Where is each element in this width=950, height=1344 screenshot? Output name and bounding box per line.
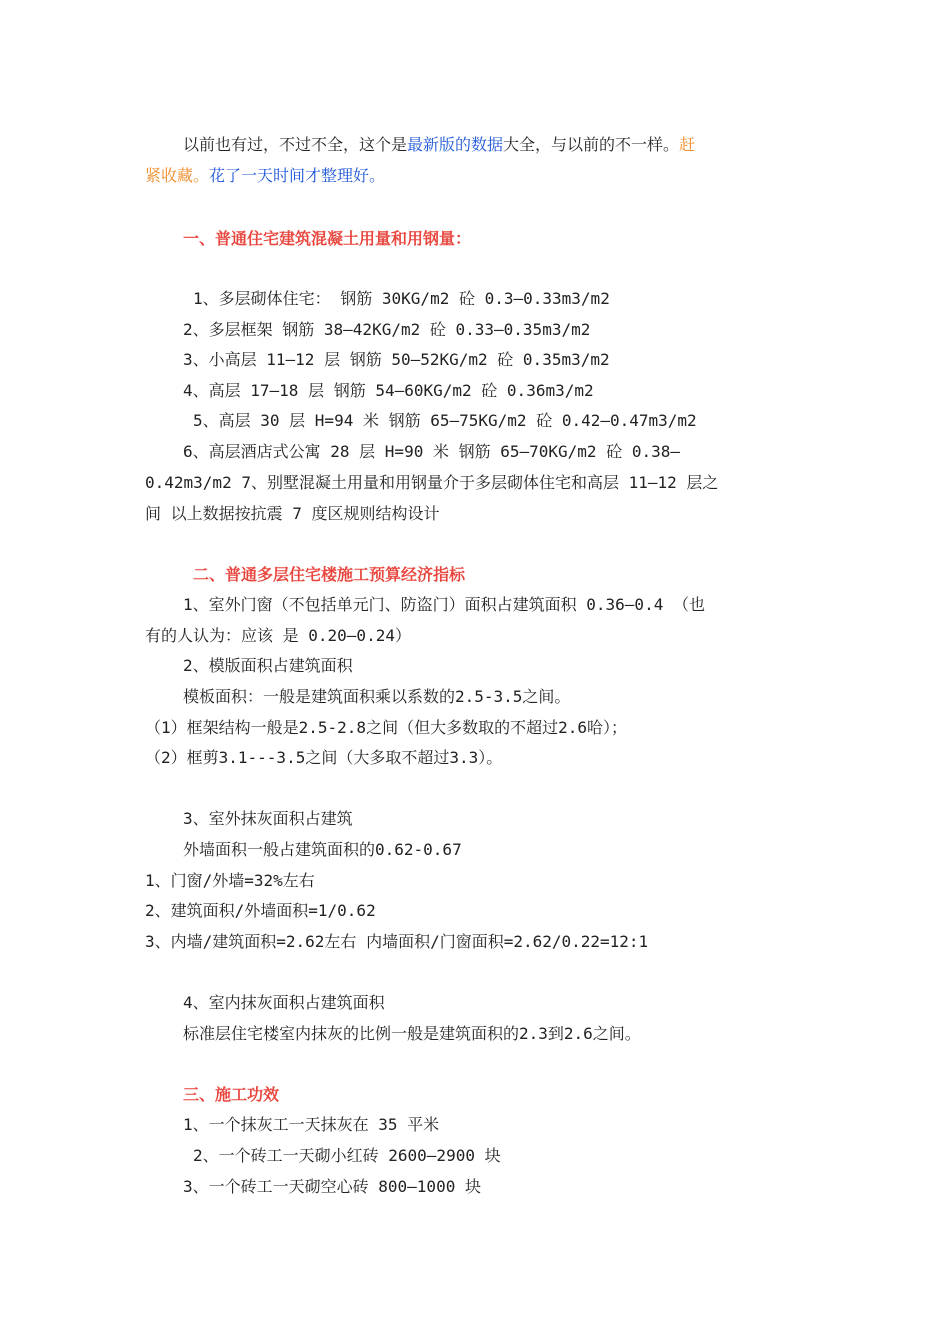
section-3-item: 3、一个砖工一天砌空心砖 800—1000 块 <box>183 1177 481 1196</box>
intro-line-2 <box>145 166 385 186</box>
section-1-item: 3、小高层 11—12 层 钢筋 50—52KG/m2 砼 0.35m3/m2 <box>183 350 610 369</box>
intro-text: 大全，与以前的不一样。 <box>503 135 680 154</box>
section-2-line: 2、建筑面积/外墙面积=1/0.62 <box>145 901 376 920</box>
section-3-item: 1、一个抹灰工一天抹灰在 35 平米 <box>183 1115 440 1134</box>
section-2-line: 4、室内抹灰面积占建筑面积 <box>183 993 385 1012</box>
section-2-line: 3、内墙/建筑面积=2.62左右 内墙面积/门窗面积=2.62/0.22=12:1 <box>145 932 649 951</box>
section-2-line: 1、室外门窗（不包括单元门、防盗门）面积占建筑面积 0.36—0.4 （也 <box>183 595 705 614</box>
intro-highlight-blue: 花了一天时间才整理好。 <box>209 166 386 185</box>
intro-highlight-blue: 最新版的数据 <box>407 135 504 154</box>
section-2-line: 3、室外抹灰面积占建筑 <box>183 809 353 828</box>
intro-highlight-orange: 紧收藏。 <box>145 166 210 185</box>
intro-highlight-orange: 赶 <box>679 135 696 154</box>
section-2-line: 外墙面积一般占建筑面积的0.62-0.67 <box>183 840 462 859</box>
section-3-item: 2、一个砖工一天砌小红砖 2600—2900 块 <box>193 1146 501 1165</box>
section-2-line: （1）框架结构一般是2.5-2.8之间（但大多数取的不超过2.6哈）； <box>145 718 627 737</box>
section-1-item: 6、高层酒店式公寓 28 层 H=90 米 钢筋 65—70KG/m2 砼 0.38— <box>183 442 680 461</box>
section-2-line: （2）框剪3.1---3.5之间（大多取不超过3.3）。 <box>145 748 503 767</box>
section-1-item: 0.42m3/m2 7、别墅混凝土用量和用钢量介于多层砌体住宅和高层 11—12 层之 <box>145 473 719 492</box>
section-1-item: 5、高层 30 层 H=94 米 钢筋 65—75KG/m2 砼 0.42—0.47m3/m2 <box>193 411 697 430</box>
section-3-heading: 三、施工功效 <box>183 1085 280 1104</box>
section-1-item: 2、多层框架 钢筋 38—42KG/m2 砼 0.33—0.35m3/m2 <box>183 320 591 339</box>
intro-line-1 <box>183 135 695 155</box>
section-2-line: 有的人认为：应该 是 0.20—0.24） <box>145 626 411 645</box>
section-2-heading: 二、普通多层住宅楼施工预算经济指标 <box>193 565 466 584</box>
section-1-item: 4、高层 17—18 层 钢筋 54—60KG/m2 砼 0.36m3/m2 <box>183 381 594 400</box>
intro-text: 以前也有过，不过不全，这个是 <box>183 135 408 154</box>
section-1-item: 1、多层砌体住宅： 钢筋 30KG/m2 砼 0.3—0.33m3/m2 <box>193 289 610 308</box>
section-1-item: 间 以上数据按抗震 7 度区规则结构设计 <box>145 504 440 523</box>
section-2-line: 标准层住宅楼室内抹灰的比例一般是建筑面积的2.3到2.6之间。 <box>183 1024 641 1043</box>
section-2-line: 模板面积：一般是建筑面积乘以系数的2.5-3.5之间。 <box>183 687 571 706</box>
section-1-heading: 一、普通住宅建筑混凝土用量和用钢量： <box>183 229 472 248</box>
section-2-line: 2、模版面积占建筑面积 <box>183 656 353 675</box>
section-2-line: 1、门窗/外墙=32%左右 <box>145 871 315 890</box>
